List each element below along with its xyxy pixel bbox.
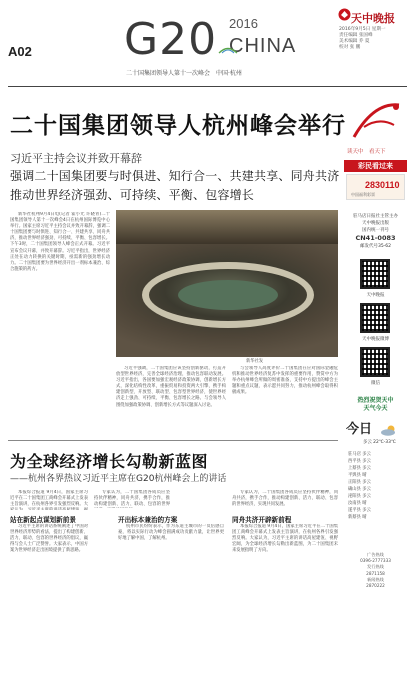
weather-day: 今日 <box>346 422 373 437</box>
second-column-c <box>232 524 338 672</box>
section-rule <box>8 440 338 441</box>
second-column-b <box>118 524 224 672</box>
weather-row: 泌阳县 多云 <box>348 494 371 499</box>
paper-name: 天中晚报 <box>351 12 395 25</box>
crane-logo-icon <box>344 97 407 145</box>
lottery-caption: 中国福利彩票 <box>351 192 375 197</box>
second-column-a <box>10 524 88 672</box>
issue-editor: 责任编辑 张国峰 <box>339 33 373 38</box>
cloud-icon <box>380 425 398 436</box>
weather-row: 上蔡县 多云 <box>348 466 371 471</box>
logo-main-text: G20 <box>124 14 218 65</box>
qr-code-3[interactable] <box>360 347 390 377</box>
weather-row: 确山县 多云 <box>348 487 371 492</box>
second-column-c-text: 专家认为，二十国集团各成员应坚持伙伴精神，同舟共济，携手合作，推动构建创新、活力、联动、包容的世界 <box>94 490 170 508</box>
header-rule <box>8 86 407 87</box>
weather-row: 遂平县 多云 <box>348 508 371 513</box>
second-headline: 为全球经济增长勾勒新蓝图 <box>10 452 209 471</box>
second-column-a-text: 本报综合报道 9月4日，国家主席习近平在二十国集团工商峰会开幕式上发表主旨演讲，在杭州各界引发强烈反响。大 <box>10 490 88 508</box>
main-column-left-text: 新华社杭州9月4日电(记者 霍小光 许晓青)二十国集团领导人第十一次峰会4日在杭州国际博览中心举行。国家主席习近平主持会议并致开幕辞，强调二十国集团要与时俱进、知行合一、共建共享、同舟共济，推动世界经济强劲、可持续、平衡、包容增长。下午3时，二十国集团领导人峰会正式开幕。习近平宣布会议开幕，并致开幕辞。习近平指出，世界经济正处在动力转换的关键时期，亟需新的强劲增长动力。二十国集团要为世界经济开出一剂标本兼治、综合施策的药方。 <box>10 212 110 272</box>
paper-logo-icon <box>338 8 351 21</box>
photo-ceiling <box>116 210 338 244</box>
weather-row: 西平县 多云 <box>348 459 371 464</box>
second-column-b-text: 习近平主席的讲话系统阐述了中国对世界经济形势的看法，提出了构建创新、活力、联动、包容的世界经济的倡议，赢得与会人士广泛赞誉。大家表示，中国方案为世界经济走出困境提供了新思路。 <box>10 524 88 554</box>
second-column-c-top-text: 专家认为，二十国集团各成员应坚持伙伴精神，同舟共济，携手合作，推动构建创新、活力、联动、包容的世界经济，实现共同发展。 <box>232 490 338 508</box>
weather-panel <box>344 419 407 545</box>
weather-row: 平舆县 晴 <box>348 473 367 478</box>
second-column-d-text: 杭州市民纷纷表示，作为东道主城市的一员倍感自豪，将以实际行动为峰会圆满成功贡献力量，让世界更好地了解中国、了解杭州。 <box>118 524 224 542</box>
photo-caption: 新华社发 <box>246 359 264 364</box>
g20-bridge-icon <box>218 44 238 54</box>
sidebar-ad-line-2: 天气今天 <box>363 405 388 412</box>
publisher: 驻马店日报社主管主办 <box>353 214 398 219</box>
contact-news-label: 新闻热线 <box>367 576 384 582</box>
qr-code-1[interactable] <box>360 259 390 289</box>
main-subhead-1: 习近平主持会议并致开幕辞 <box>10 152 142 165</box>
post-code: 邮发代号35-62 <box>359 244 392 249</box>
lottery-banner: 彩民看过来 <box>344 160 407 172</box>
weather-row: 驻马店 多云 <box>348 452 371 457</box>
weather-temp: 多云 22℃-33℃ <box>363 440 396 445</box>
issue-proofreader: 校对 张 鹏 <box>339 45 361 50</box>
weather-list <box>348 451 406 521</box>
photo-floor <box>178 280 278 310</box>
sidebar-contacts <box>344 552 407 589</box>
qr-code-2-label: 天中晚报微博 <box>362 337 389 342</box>
issue-info <box>339 27 409 51</box>
summit-photo <box>116 210 338 357</box>
page-number: A02 <box>8 44 32 59</box>
section-heading-3: 同舟共济开辟新前程 <box>232 516 292 524</box>
weather-row: 汝南县 晴 <box>348 501 367 506</box>
main-subhead-3: 推动世界经济强劲、可持续、平衡、包容增长 <box>10 188 255 202</box>
publication-info <box>344 213 407 250</box>
second-column-e-text: 本报综合报道 9月4日，国家主席习近平在二十国集团工商峰会开幕式上发表主旨演讲，在杭州各界引发强烈反响。大家认为，习近平主席的讲话高屋建瓴、视野宏阔，为全球经济增长勾勒出新蓝图，为二十国集团未来发展指明了方向。 <box>232 524 338 554</box>
contact-news-number: 2870222 <box>366 583 385 589</box>
main-column-right <box>232 366 338 438</box>
main-column-left <box>10 212 110 438</box>
issue-date: 2016年9月5日 星期一 <box>339 27 386 32</box>
cn-label: 国内统一刊号 <box>362 228 389 233</box>
sidebar-ad <box>344 397 407 413</box>
weather-row: 正阳县 多云 <box>348 480 371 485</box>
qr-code-1-label: 天中晚报 <box>366 293 385 298</box>
publisher-paper: 天中晚报出版 <box>362 221 389 226</box>
main-column-right-text: 与会领导人高度评价二十国集团在应对国际金融危机和推动世界经济复苏中发挥的重要作用，赞赏中方为举办杭州峰会所做的周密准备，支持中方提出的峰会主题和重点议题，表示愿共同努力，推动杭州峰会取得积极成果。 <box>232 366 338 396</box>
sidebar-slogan: 读天中 看天下 <box>347 149 386 155</box>
main-headline: 二十国集团领导人杭州峰会举行 <box>10 113 346 139</box>
lottery-number: 2830110 <box>365 180 400 190</box>
contact-dist-number: 2871158 <box>366 570 385 576</box>
contact-ad-number: 0396-2777333 <box>360 558 391 564</box>
qr-code-3-label: 微信 <box>371 381 380 386</box>
lottery-ticket <box>346 174 405 200</box>
second-column-a-top <box>10 490 88 510</box>
issue-art-editor: 美术编辑 乔 夏 <box>339 39 370 44</box>
second-subhead: ——杭州各界热议习近平主席在G20杭州峰会上的讲话 <box>10 474 227 484</box>
cn-number: CN41-0083 <box>355 234 396 242</box>
section-heading-1: 站在新起点谋划新前景 <box>10 516 76 524</box>
contact-dist-label: 发行热线 <box>367 564 384 570</box>
main-column-mid-text: 习近平强调，二十国集团应该坚持创新驱动，打造开放型世界经济，完善全球经济治理，推动包容联动发展。习近平指出，各国要加强宏观经济政策协调，创新增长方式，深化结构性改革，重振贸易和投资两大引擎，携手构建创新型、开放型、联动型、包容型世界经济，使世界经济走上强劲、可持续、平衡、包容增长之路。与会领导人围绕加强政策协调、创新增长方式等议题深入讨论。 <box>116 366 226 408</box>
section-heading-2: 开出标本兼治的方案 <box>118 516 178 524</box>
main-subhead-2: 强调二十国集团要与时俱进、知行合一、共建共享、同舟共济 <box>10 169 340 183</box>
second-column-b-top <box>94 490 170 508</box>
sidebar <box>344 97 407 545</box>
weather-row: 新蔡县 晴 <box>348 515 367 520</box>
logo-subtitle: 二十国集团领导人第十一次峰会 中国·杭州 <box>126 70 242 77</box>
sidebar-ad-line-1: 热烈祝贺天中 <box>357 397 394 404</box>
second-column-c-top <box>232 490 338 510</box>
qr-code-2[interactable] <box>360 303 390 333</box>
main-column-mid <box>116 366 226 438</box>
logo-year: 2016 <box>229 16 258 31</box>
logo-country: CHINA <box>229 35 297 57</box>
sidebar-brand <box>344 97 407 155</box>
contact-ad-label: 广告热线 <box>367 552 384 557</box>
